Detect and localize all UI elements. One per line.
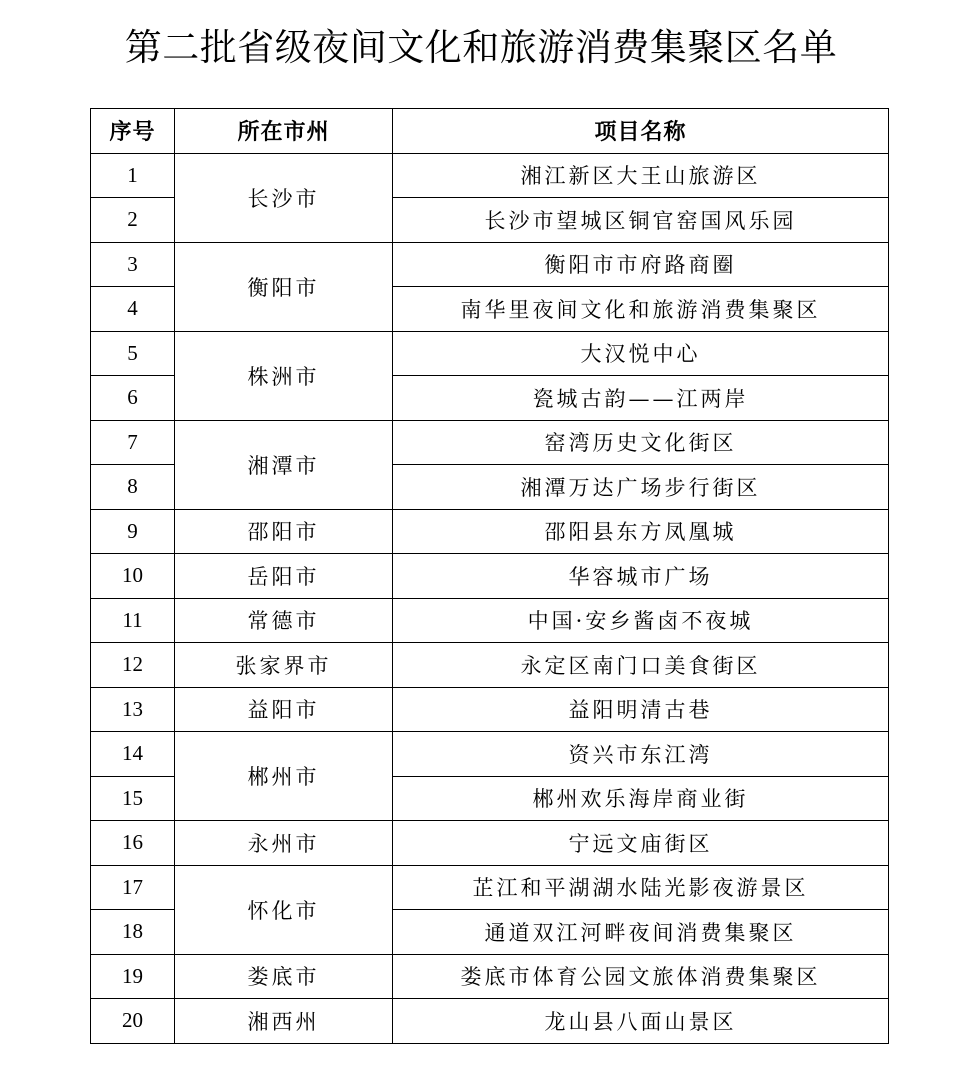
city-cell: 郴州市 <box>175 732 393 821</box>
project-cell: 芷江和平湖湖水陆光影夜游景区 <box>393 865 889 910</box>
table-header-row <box>91 109 889 154</box>
project-cell: 郴州欢乐海岸商业街 <box>393 776 889 821</box>
city-cell: 娄底市 <box>175 954 393 999</box>
row-number: 4 <box>91 287 175 332</box>
row-number: 12 <box>91 643 175 688</box>
row-number: 3 <box>91 242 175 287</box>
city-cell: 邵阳市 <box>175 509 393 554</box>
row-number: 5 <box>91 331 175 376</box>
row-number: 16 <box>91 821 175 866</box>
row-number: 10 <box>91 554 175 599</box>
row-number: 15 <box>91 776 175 821</box>
row-number: 6 <box>91 376 175 421</box>
project-cell: 资兴市东江湾 <box>393 732 889 777</box>
row-number: 8 <box>91 465 175 510</box>
row-number: 20 <box>91 999 175 1044</box>
header-city: 所在市州 <box>175 109 393 154</box>
table-row <box>91 420 889 465</box>
project-cell: 娄底市体育公园文旅体消费集聚区 <box>393 954 889 999</box>
project-cell: 邵阳县东方凤凰城 <box>393 509 889 554</box>
city-cell: 常德市 <box>175 598 393 643</box>
table-row <box>91 732 889 777</box>
city-cell: 湘西州 <box>175 999 393 1044</box>
row-number: 9 <box>91 509 175 554</box>
row-number: 1 <box>91 153 175 198</box>
project-cell: 通道双江河畔夜间消费集聚区 <box>393 910 889 955</box>
project-cell: 大汉悦中心 <box>393 331 889 376</box>
row-number: 19 <box>91 954 175 999</box>
page-title: 第二批省级夜间文化和旅游消费集聚区名单 <box>124 26 838 69</box>
project-cell: 宁远文庙街区 <box>393 821 889 866</box>
city-cell: 衡阳市 <box>175 242 393 331</box>
city-cell: 益阳市 <box>175 687 393 732</box>
table-row <box>91 153 889 198</box>
project-cell: 瓷城古韵——江两岸 <box>393 376 889 421</box>
city-cell: 株洲市 <box>175 331 393 420</box>
city-cell: 湘潭市 <box>175 420 393 509</box>
table-row <box>91 821 889 866</box>
project-cell: 永定区南门口美食街区 <box>393 643 889 688</box>
row-number: 17 <box>91 865 175 910</box>
district-table <box>90 108 889 1044</box>
row-number: 7 <box>91 420 175 465</box>
table-row <box>91 554 889 599</box>
table-row <box>91 331 889 376</box>
row-number: 18 <box>91 910 175 955</box>
header-project: 项目名称 <box>393 109 889 154</box>
city-cell: 怀化市 <box>175 865 393 954</box>
project-cell: 南华里夜间文化和旅游消费集聚区 <box>393 287 889 332</box>
table-row <box>91 687 889 732</box>
row-number: 14 <box>91 732 175 777</box>
table-row <box>91 598 889 643</box>
project-cell: 衡阳市市府路商圈 <box>393 242 889 287</box>
header-index: 序号 <box>91 109 175 154</box>
table-row <box>91 954 889 999</box>
city-cell: 永州市 <box>175 821 393 866</box>
table-row <box>91 242 889 287</box>
project-cell: 益阳明清古巷 <box>393 687 889 732</box>
project-cell: 窑湾历史文化街区 <box>393 420 889 465</box>
city-cell: 岳阳市 <box>175 554 393 599</box>
table-row <box>91 509 889 554</box>
project-cell: 华容城市广场 <box>393 554 889 599</box>
city-cell: 长沙市 <box>175 153 393 242</box>
project-cell: 湘江新区大王山旅游区 <box>393 153 889 198</box>
row-number: 13 <box>91 687 175 732</box>
row-number: 2 <box>91 198 175 243</box>
project-cell: 龙山县八面山景区 <box>393 999 889 1044</box>
row-number: 11 <box>91 598 175 643</box>
table-row <box>91 643 889 688</box>
table-row <box>91 999 889 1044</box>
project-cell: 长沙市望城区铜官窑国风乐园 <box>393 198 889 243</box>
project-cell: 中国·安乡酱卤不夜城 <box>393 598 889 643</box>
city-cell: 张家界市 <box>175 643 393 688</box>
table-row <box>91 865 889 910</box>
project-cell: 湘潭万达广场步行街区 <box>393 465 889 510</box>
